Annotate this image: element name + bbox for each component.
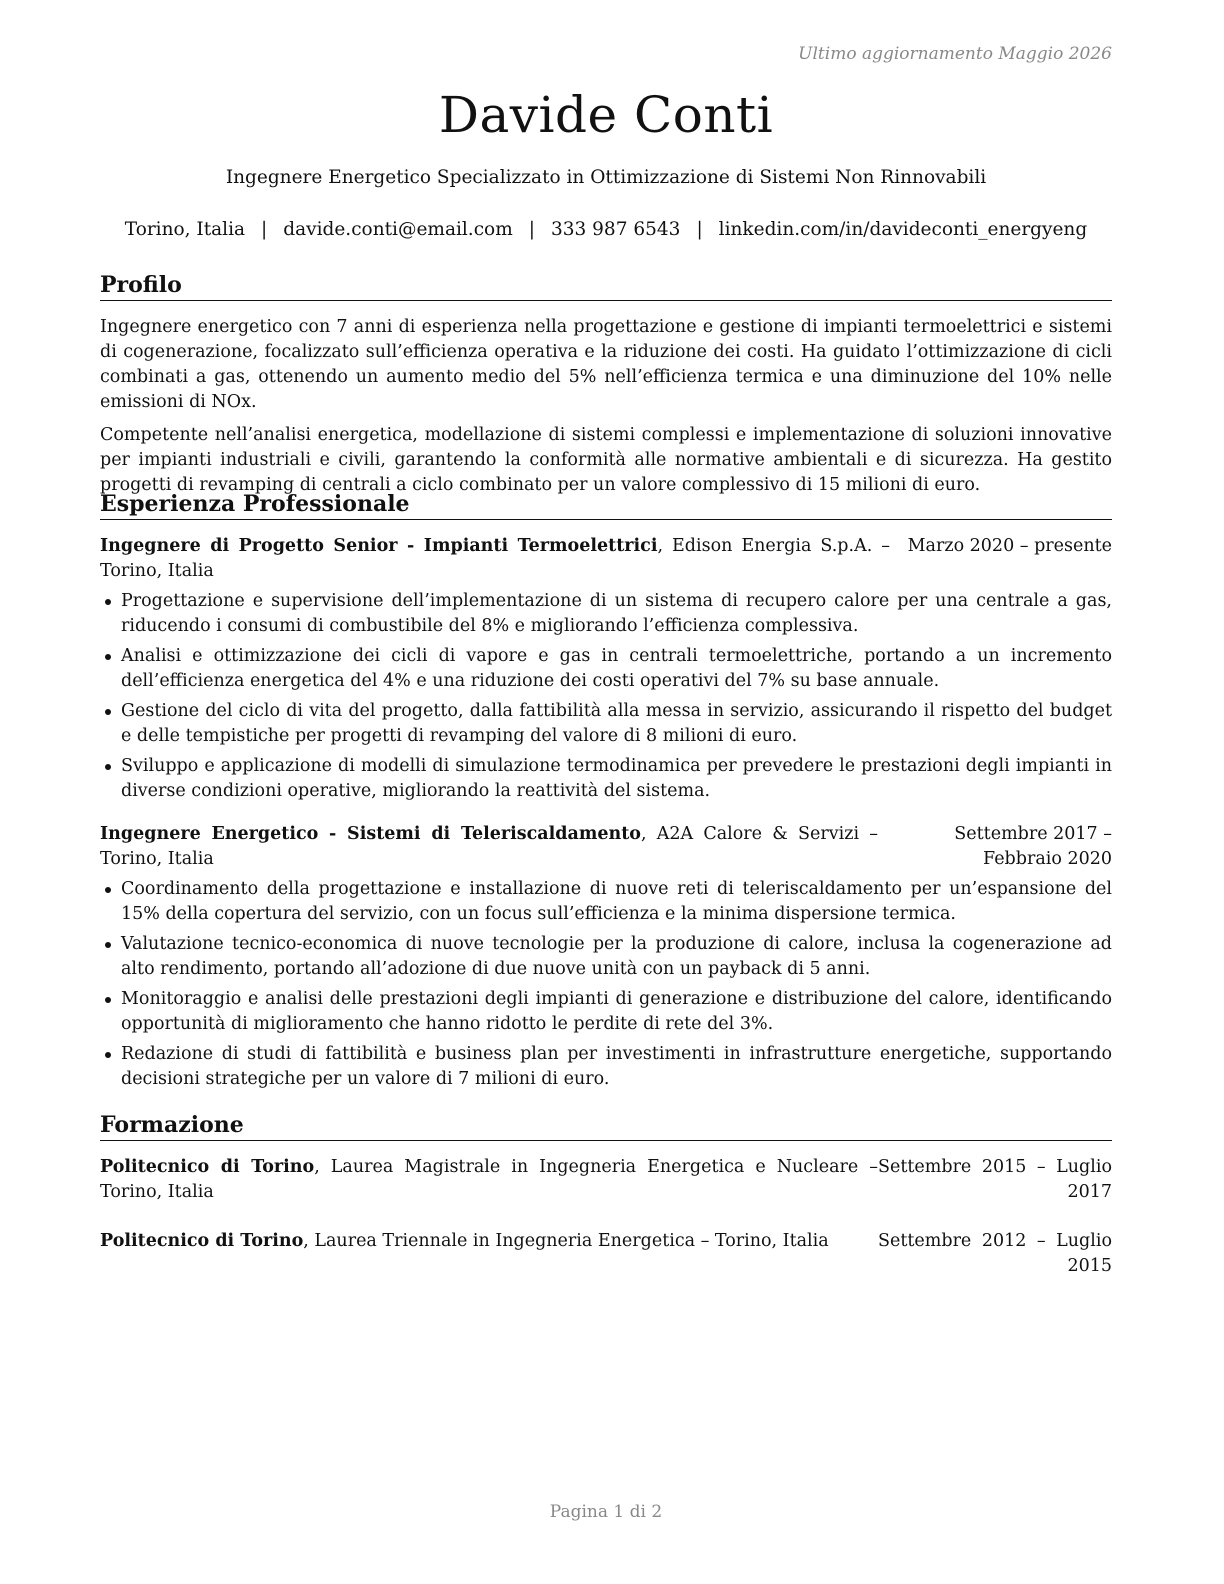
job-role: Ingegnere Energetico - Sistemi di Teleriscaldamento — [100, 824, 641, 844]
job-bullet: Coordinamento della progettazione e installazione di nuove reti di teleriscaldamento per un’espansione del 15% della copertura del servizio, con un focus sull’efficienza e la minima dispersione termica. — [100, 877, 1112, 927]
phone: 333 987 6543 — [550, 219, 681, 240]
job-bullet: Progettazione e supervisione dell’implementazione di un sistema di recupero calore per una centrale a gas, riducendo i consumi di combustibile del 8% e migliorando l’efficienza complessiva. — [100, 589, 1112, 639]
job-bullet: Analisi e ottimizzazione dei cicli di vapore e gas in centrali termoelettriche, portando a un incremento dell’efficienza energetica del 4% e una riduzione dei costi operativi del 7% su base annuale. — [100, 644, 1112, 694]
location: Torino, Italia — [124, 219, 246, 240]
job-company: , Edison Energia S.p.A. – Torino, Italia — [100, 536, 891, 581]
education-entry — [100, 1229, 1112, 1279]
job-dates: Marzo 2020 – presente — [907, 536, 1112, 556]
email-link[interactable]: davide.conti@email.com — [283, 219, 513, 240]
school-name: Politecnico di Torino — [100, 1157, 315, 1177]
job-header — [100, 822, 1112, 872]
headline: Ingegnere Energetico Specializzato in Ottimizzazione di Sistemi Non Rinnovabili — [225, 167, 987, 188]
job-role: Ingegnere di Progetto Senior - Impianti Termoelettrici — [100, 536, 658, 556]
school-name: Politecnico di Torino — [100, 1231, 304, 1251]
profile-paragraph: Competente nell’analisi energetica, modellazione di sistemi complessi e implementazione di soluzioni innovative per impianti industriali e civili, garantendo la conformità alle normative ambientali e di sicurezza. Ha gestito progetti di revamping di centrali a ciclo combinato per un valore complessivo di 15 milioni di euro. — [100, 425, 1112, 495]
resume-page — [100, 0, 1112, 1584]
last-updated: Ultimo aggiornamento Maggio 2026 — [798, 44, 1112, 64]
job-dates: Settembre 2017 – Febbraio 2020 — [954, 824, 1112, 869]
job-bullet: Sviluppo e applicazione di modelli di simulazione termodinamica per prevedere le prestazioni degli impianti in diverse condizioni operative, migliorando la reattività del sistema. — [100, 754, 1112, 804]
contact-line — [100, 219, 1112, 240]
education-dates: Settembre 2015 – Luglio 2017 — [878, 1157, 1112, 1202]
education-entry — [100, 1155, 1112, 1205]
job-bullet: Valutazione tecnico-economica di nuove tecnologie per la produzione di calore, inclusa la cogenerazione ad alto rendimento, portando all’adozione di due nuove unità con un payback di 5 anni. — [100, 932, 1112, 982]
job-bullets — [100, 877, 1112, 1092]
education-dates: Settembre 2012 – Luglio 2015 — [878, 1231, 1112, 1276]
experience-section — [100, 490, 1112, 1092]
separator: | — [696, 219, 703, 240]
page-number: Pagina 1 di 2 — [549, 1502, 663, 1522]
profile-section — [100, 271, 1112, 498]
degree: , Laurea Triennale in Ingegneria Energetica – Torino, Italia — [303, 1231, 829, 1251]
job-bullet: Gestione del ciclo di vita del progetto, dalla fattibilità alla messa in servizio, assicurando il rispetto del budget e delle tempistiche per progetti di revamping del valore di 8 milioni di euro. — [100, 699, 1112, 749]
separator: | — [528, 219, 535, 240]
degree: , Laurea Magistrale in Ingegneria Energetica e Nucleare – Torino, Italia — [100, 1157, 878, 1202]
job-header — [100, 534, 1112, 584]
job-entry — [100, 534, 1112, 804]
job-bullet: Monitoraggio e analisi delle prestazioni degli impianti di generazione e distribuzione del calore, identificando opportunità di miglioramento che hanno ridotto le perdite di rete del 3%. — [100, 987, 1112, 1037]
section-title-experience: Esperienza Professionale — [100, 490, 1112, 520]
section-title-education: Formazione — [100, 1111, 1112, 1141]
candidate-name: Davide Conti — [438, 86, 774, 144]
profile-paragraph: Ingegnere energetico con 7 anni di esperienza nella progettazione e gestione di impianti termoelettrici e sistemi di cogenerazione, focalizzato sull’efficienza operativa e la riduzione dei costi. Ha guidato l’ottimizzazione di cicli combinati a gas, ottenendo un aumento medio del 5% nell’efficienza termica e una diminuzione del 10% nelle emissioni di NOx. — [100, 317, 1112, 412]
section-title-profile: Profilo — [100, 271, 1112, 301]
separator: | — [261, 219, 268, 240]
linkedin-link[interactable]: linkedin.com/in/davideconti_energyeng — [718, 219, 1088, 240]
job-bullet: Redazione di studi di fattibilità e business plan per investimenti in infrastrutture energetiche, supportando decisioni strategiche per un valore di 7 milioni di euro. — [100, 1042, 1112, 1092]
education-section — [100, 1111, 1112, 1279]
job-company: , A2A Calore & Servizi – Torino, Italia — [100, 824, 878, 869]
job-entry — [100, 822, 1112, 1092]
job-bullets — [100, 589, 1112, 804]
